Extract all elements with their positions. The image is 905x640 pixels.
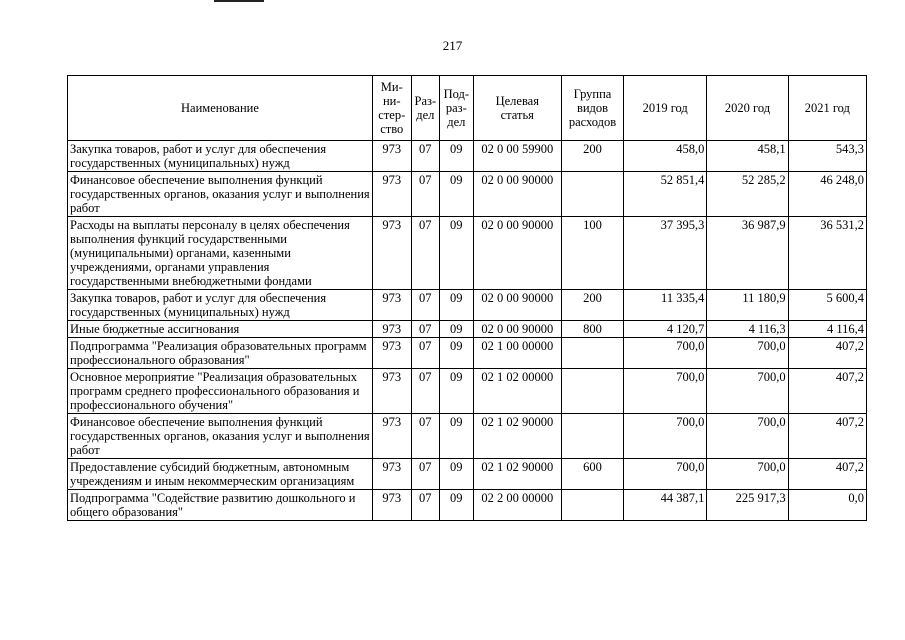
header-ministry: Ми- ни- стер- ство bbox=[372, 76, 411, 141]
row-target: 02 0 00 90000 bbox=[473, 290, 561, 321]
row-section: 07 bbox=[411, 217, 439, 290]
table-row bbox=[68, 172, 867, 217]
row-section: 07 bbox=[411, 172, 439, 217]
row-group bbox=[562, 338, 624, 369]
header-target: Целевая статья bbox=[473, 76, 561, 141]
row-ministry: 973 bbox=[372, 338, 411, 369]
row-ministry: 973 bbox=[372, 217, 411, 290]
row-2021: 36 531,2 bbox=[788, 217, 866, 290]
row-2019: 44 387,1 bbox=[624, 490, 707, 521]
row-name: Закупка товаров, работ и услуг для обеспечения государственных (муниципальных) нужд bbox=[68, 290, 373, 321]
row-2020: 458,1 bbox=[707, 141, 788, 172]
row-ministry: 973 bbox=[372, 414, 411, 459]
row-2019: 700,0 bbox=[624, 459, 707, 490]
header-2020: 2020 год bbox=[707, 76, 788, 141]
table-row bbox=[68, 141, 867, 172]
row-subsection: 09 bbox=[440, 172, 474, 217]
row-2021: 46 248,0 bbox=[788, 172, 866, 217]
row-name: Закупка товаров, работ и услуг для обеспечения государственных (муниципальных) нужд bbox=[68, 141, 373, 172]
table-row bbox=[68, 414, 867, 459]
row-target: 02 0 00 59900 bbox=[473, 141, 561, 172]
row-name: Подпрограмма "Реализация образовательных программ профессионального образования" bbox=[68, 338, 373, 369]
row-subsection: 09 bbox=[440, 369, 474, 414]
table-row bbox=[68, 369, 867, 414]
row-subsection: 09 bbox=[440, 290, 474, 321]
row-group: 200 bbox=[562, 141, 624, 172]
row-2019: 37 395,3 bbox=[624, 217, 707, 290]
row-2019: 700,0 bbox=[624, 369, 707, 414]
row-group: 800 bbox=[562, 321, 624, 338]
row-ministry: 973 bbox=[372, 141, 411, 172]
row-subsection: 09 bbox=[440, 321, 474, 338]
page-number: 217 bbox=[442, 38, 463, 53]
row-name: Основное мероприятие "Реализация образовательных программ среднего профессионального образования и профессионального обучения" bbox=[68, 369, 373, 414]
row-target: 02 2 00 00000 bbox=[473, 490, 561, 521]
row-target: 02 0 00 90000 bbox=[473, 321, 561, 338]
row-section: 07 bbox=[411, 338, 439, 369]
table-row bbox=[68, 490, 867, 521]
row-2020: 225 917,3 bbox=[707, 490, 788, 521]
scan-artifact-mark bbox=[214, 0, 264, 2]
row-section: 07 bbox=[411, 290, 439, 321]
row-group bbox=[562, 490, 624, 521]
row-2020: 700,0 bbox=[707, 369, 788, 414]
row-ministry: 973 bbox=[372, 290, 411, 321]
row-2021: 543,3 bbox=[788, 141, 866, 172]
row-section: 07 bbox=[411, 141, 439, 172]
row-2020: 700,0 bbox=[707, 459, 788, 490]
table-row bbox=[68, 338, 867, 369]
row-ministry: 973 bbox=[372, 459, 411, 490]
row-2021: 4 116,4 bbox=[788, 321, 866, 338]
row-2021: 0,0 bbox=[788, 490, 866, 521]
header-name: Наименование bbox=[68, 76, 373, 141]
header-section: Раз- дел bbox=[411, 76, 439, 141]
table-row bbox=[68, 290, 867, 321]
row-2019: 11 335,4 bbox=[624, 290, 707, 321]
row-ministry: 973 bbox=[372, 321, 411, 338]
row-2021: 407,2 bbox=[788, 459, 866, 490]
row-group: 100 bbox=[562, 217, 624, 290]
row-2020: 52 285,2 bbox=[707, 172, 788, 217]
row-name: Подпрограмма "Содействие развитию дошкольного и общего образования" bbox=[68, 490, 373, 521]
row-2019: 458,0 bbox=[624, 141, 707, 172]
row-2021: 407,2 bbox=[788, 369, 866, 414]
row-subsection: 09 bbox=[440, 490, 474, 521]
row-target: 02 1 02 90000 bbox=[473, 414, 561, 459]
row-2020: 11 180,9 bbox=[707, 290, 788, 321]
row-subsection: 09 bbox=[440, 141, 474, 172]
row-group bbox=[562, 172, 624, 217]
table-row bbox=[68, 321, 867, 338]
row-ministry: 973 bbox=[372, 490, 411, 521]
table-row bbox=[68, 459, 867, 490]
header-subsection: Под- раз- дел bbox=[440, 76, 474, 141]
row-group: 600 bbox=[562, 459, 624, 490]
row-2020: 36 987,9 bbox=[707, 217, 788, 290]
row-2021: 407,2 bbox=[788, 338, 866, 369]
row-section: 07 bbox=[411, 459, 439, 490]
row-name: Иные бюджетные ассигнования bbox=[68, 321, 373, 338]
row-subsection: 09 bbox=[440, 338, 474, 369]
row-2019: 700,0 bbox=[624, 338, 707, 369]
row-name: Финансовое обеспечение выполнения функций государственных органов, оказания услуг и выполнения работ bbox=[68, 414, 373, 459]
row-subsection: 09 bbox=[440, 459, 474, 490]
row-section: 07 bbox=[411, 490, 439, 521]
row-2020: 700,0 bbox=[707, 414, 788, 459]
row-ministry: 973 bbox=[372, 369, 411, 414]
table-row bbox=[68, 217, 867, 290]
header-group: Группа видов расходов bbox=[562, 76, 624, 141]
row-target: 02 0 00 90000 bbox=[473, 217, 561, 290]
row-subsection: 09 bbox=[440, 414, 474, 459]
row-section: 07 bbox=[411, 369, 439, 414]
row-name: Финансовое обеспечение выполнения функций государственных органов, оказания услуг и выполнения работ bbox=[68, 172, 373, 217]
row-2019: 700,0 bbox=[624, 414, 707, 459]
row-2020: 700,0 bbox=[707, 338, 788, 369]
row-subsection: 09 bbox=[440, 217, 474, 290]
row-group bbox=[562, 414, 624, 459]
row-target: 02 1 00 00000 bbox=[473, 338, 561, 369]
row-group: 200 bbox=[562, 290, 624, 321]
row-target: 02 1 02 00000 bbox=[473, 369, 561, 414]
row-2019: 4 120,7 bbox=[624, 321, 707, 338]
header-2019: 2019 год bbox=[624, 76, 707, 141]
row-target: 02 0 00 90000 bbox=[473, 172, 561, 217]
header-2021: 2021 год bbox=[788, 76, 866, 141]
row-section: 07 bbox=[411, 321, 439, 338]
row-2019: 52 851,4 bbox=[624, 172, 707, 217]
row-2020: 4 116,3 bbox=[707, 321, 788, 338]
row-ministry: 973 bbox=[372, 172, 411, 217]
budget-table bbox=[67, 75, 867, 521]
row-2021: 5 600,4 bbox=[788, 290, 866, 321]
row-section: 07 bbox=[411, 414, 439, 459]
table-header-row bbox=[68, 76, 867, 141]
row-target: 02 1 02 90000 bbox=[473, 459, 561, 490]
row-2021: 407,2 bbox=[788, 414, 866, 459]
row-name: Предоставление субсидий бюджетным, автономным учреждениям и иным некоммерческим организациям bbox=[68, 459, 373, 490]
row-group bbox=[562, 369, 624, 414]
row-name: Расходы на выплаты персоналу в целях обеспечения выполнения функций государственными (муниципальными) органами, казенными учреждениями, органами управления государственными внебюджетными фондами bbox=[68, 217, 373, 290]
